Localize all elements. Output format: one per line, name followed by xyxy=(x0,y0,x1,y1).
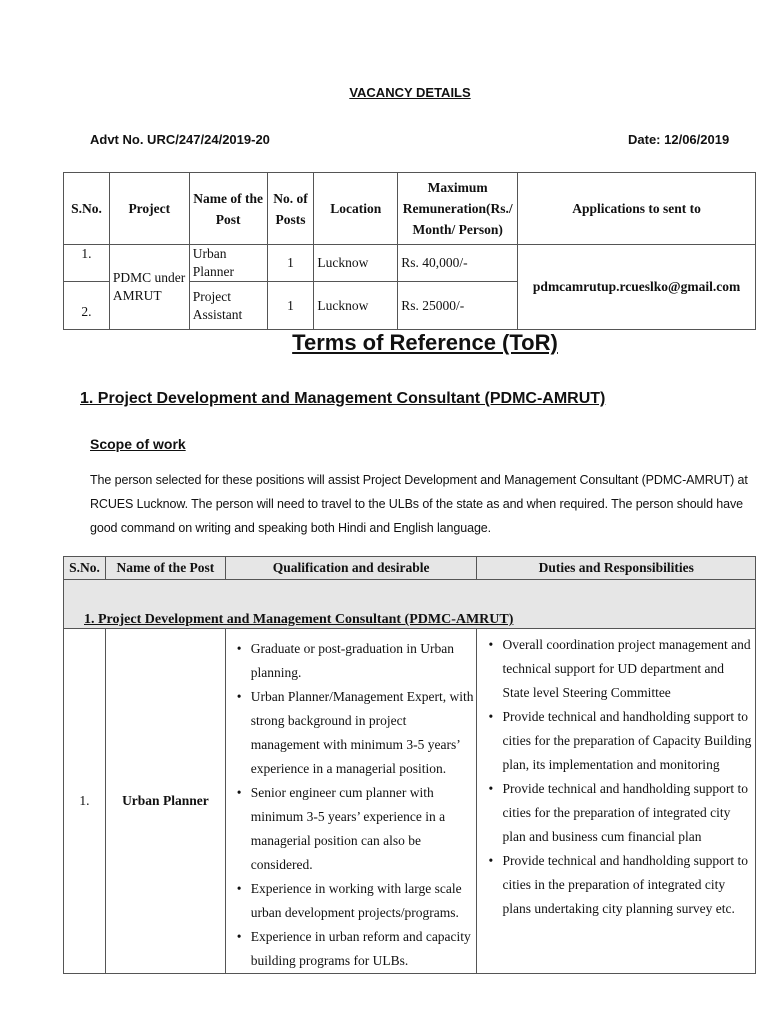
scope-text: The person selected for these positions will assist Project Development and Management Consultant (PDMC-AMRUT) at RCUES Lucknow. The person will need to travel to the ULBs of the state as and when required. The person should have good command on writing and speaking both Hindi and English language. xyxy=(90,473,748,535)
tor-band-heading: 1. Project Development and Management Consultant (PDMC-AMRUT) xyxy=(64,580,756,629)
row-post: Project Assistant xyxy=(189,282,267,330)
qualification-list xyxy=(229,637,474,973)
email-cell: pdmcamrutup.rcueslko@gmail.com xyxy=(518,245,756,330)
list-item: • Provide technical and handholding support to cities for the preparation of integrated city plan and business cum financial plan xyxy=(502,777,752,849)
row-remuneration: Rs. 40,000/- xyxy=(398,245,518,282)
vacancy-title: VACANCY DETAILS xyxy=(349,85,471,100)
project-cell: PDMC under AMRUT xyxy=(109,245,189,330)
row-sno: 2. xyxy=(64,282,110,330)
col-header-applications: Applications to sent to xyxy=(518,173,756,245)
row-sno: 1. xyxy=(64,245,110,282)
tor-row-sno: 1. xyxy=(64,629,106,974)
list-item: • Senior engineer cum planner with minimum 3-5 years’ experience in a managerial position can also be considered. xyxy=(251,781,474,877)
col-header-sno: S.No. xyxy=(64,557,106,580)
tor-heading: Terms of Reference (ToR) xyxy=(292,330,558,355)
col-header-location: Location xyxy=(314,173,398,245)
list-item: • Graduate or post-graduation in Urban planning. xyxy=(251,637,474,685)
list-item: • Overall coordination project management and technical support for UD department and State level Steering Committee xyxy=(502,633,752,705)
col-header-project: Project xyxy=(109,173,189,245)
list-item: • Experience in working with large scale urban development projects/programs. xyxy=(251,877,474,925)
section-heading: 1. Project Development and Management Consultant (PDMC-AMRUT) xyxy=(80,390,606,407)
list-item: • Provide technical and handholding support to cities for the preparation of Capacity Building plan, its implementation and monitoring xyxy=(502,705,752,777)
row-post: Urban Planner xyxy=(189,245,267,282)
vacancy-table xyxy=(63,172,756,330)
col-header-post: Name of the Post xyxy=(105,557,225,580)
col-header-remuneration: Maximum Remuneration(Rs./ Month/ Person) xyxy=(398,173,518,245)
tor-table xyxy=(63,556,756,974)
table-row xyxy=(64,629,756,974)
col-header-sno: S.No. xyxy=(64,173,110,245)
row-location: Lucknow xyxy=(314,245,398,282)
tor-row-post: Urban Planner xyxy=(105,629,225,974)
table-row xyxy=(64,245,756,282)
col-header-post: Name of the Post xyxy=(189,173,267,245)
list-item: • Experience in urban reform and capacity building programs for ULBs. xyxy=(251,925,474,973)
row-posts: 1 xyxy=(267,282,314,330)
duties-list xyxy=(480,633,752,921)
row-location: Lucknow xyxy=(314,282,398,330)
list-item: • Provide technical and handholding support to cities in the preparation of integrated city plans undertaking city planning survey etc. xyxy=(502,849,752,921)
col-header-duties: Duties and Responsibilities xyxy=(477,557,756,580)
list-item: • Urban Planner/Management Expert, with strong background in project management with minimum 3-5 years’ experience in a managerial position. xyxy=(251,685,474,781)
advt-number: Advt No. URC/247/24/2019-20 xyxy=(90,132,270,147)
row-remuneration: Rs. 25000/- xyxy=(398,282,518,330)
col-header-qualification: Qualification and desirable xyxy=(225,557,477,580)
col-header-posts: No. of Posts xyxy=(267,173,314,245)
row-posts: 1 xyxy=(267,245,314,282)
advt-date: Date: 12/06/2019 xyxy=(628,132,730,147)
scope-heading: Scope of work xyxy=(90,436,186,452)
